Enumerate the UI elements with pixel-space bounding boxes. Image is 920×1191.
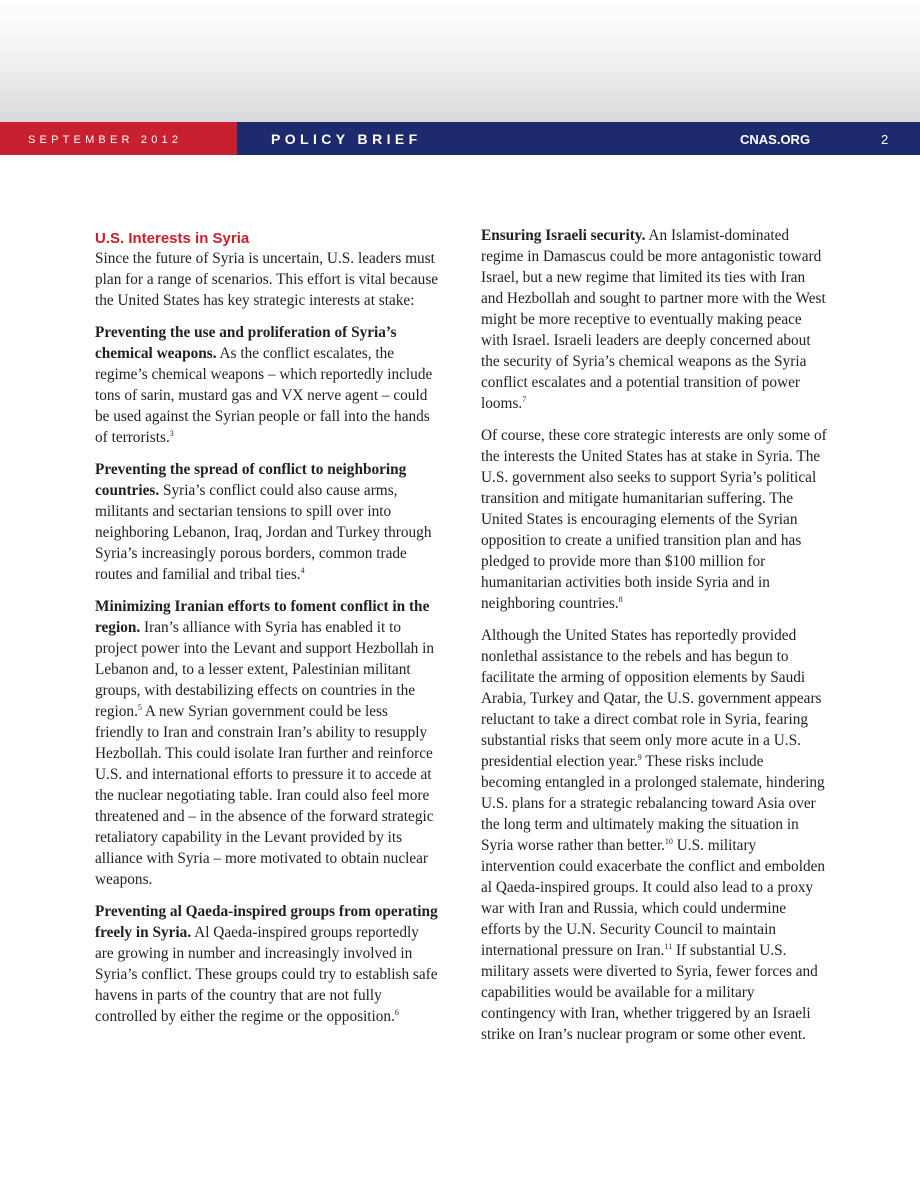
footnote-ref: 6 xyxy=(394,1007,399,1017)
interest-body-continued: A new Syrian government could be less friendly to Iran and constrain Iran’s ability to resupply Hezbollah. This could isolate Iran further and reinforce U.S. and international efforts to pressure it to accede at the nuclear negotiating table. Iran could also feel more threatened and – in the absence of the forward strategic retaliatory capability in the Levant provided by its alliance with Syria – more motivated to obtain nuclear weapons. xyxy=(95,703,434,888)
other-interests-paragraph xyxy=(481,425,827,614)
intro-paragraph xyxy=(95,248,440,311)
footnote-ref: 11 xyxy=(664,941,673,951)
interest-lead: Preventing the use and proliferation of Syria’s chemical weapons. xyxy=(95,324,397,362)
footnote-ref: 9 xyxy=(637,752,642,762)
banner-red-band xyxy=(0,122,237,155)
interest-paragraph-spillover xyxy=(95,459,440,585)
footnote-ref: 5 xyxy=(137,702,142,712)
footnote-ref: 7 xyxy=(522,394,527,404)
interest-body: As the conflict escalates, the regime’s chemical weapons – which reportedly include tons of sarin, mustard gas and VX nerve agent – could be used against the Syrian people or fall into the hands of terrorists. xyxy=(95,345,433,446)
publication-type: POLICY BRIEF xyxy=(271,131,422,147)
interest-paragraph-alqaeda xyxy=(95,901,440,1027)
interest-body: Al Qaeda-inspired groups reportedly are growing in number and increasingly involved in Syria’s conflict. These groups could try to establish safe havens in parts of the country that are not fully controlled by either the regime or the opposition. xyxy=(95,924,438,1025)
header-background xyxy=(0,0,920,122)
interest-body: An Islamist-dominated regime in Damascus could be more antagonistic toward Israel, but a new regime that limited its ties with Iran and Hezbollah and sought to partner more with the West might be more receptive to eventually making peace with Israel. Israeli leaders are deeply concerned about the security of Syria’s chemical weapons as the Syria conflict escalates and a potential transition of power looms. xyxy=(481,227,826,412)
footnote-ref: 3 xyxy=(169,428,174,438)
paragraph-text: These risks include becoming entangled in a prolonged stalemate, hindering U.S. plans for a strategic rebalancing toward Asia over the long term and ultimately making the situation in Syria worse rather than better. xyxy=(481,753,825,854)
interest-paragraph-chemical xyxy=(95,322,440,448)
header-banner xyxy=(0,122,920,155)
paragraph-text: If substantial U.S. military assets were diverted to Syria, fewer forces and capabilities would be available for a military contingency with Iran, whether triggered by an Israeli strike on Iran’s nuclear program or some other event. xyxy=(481,942,818,1043)
footnote-ref: 4 xyxy=(300,565,305,575)
interest-lead: Ensuring Israeli security. xyxy=(481,227,646,244)
publication-date: SEPTEMBER 2012 xyxy=(28,134,183,146)
interest-body: Syria’s conflict could also cause arms, militants and sectarian tensions to spill over into neighboring Lebanon, Iraq, Jordan and Turkey through Syria’s increasingly porous borders, common trade routes and familial and tribal ties. xyxy=(95,482,432,583)
interest-paragraph-israel xyxy=(481,225,827,414)
banner-navy-band xyxy=(237,122,920,155)
us-role-paragraph xyxy=(481,625,827,1045)
interest-paragraph-iran xyxy=(95,596,440,890)
left-column xyxy=(95,225,440,1038)
footnote-ref: 10 xyxy=(664,836,673,846)
page-number: 2 xyxy=(881,132,889,147)
interest-lead: Minimizing Iranian efforts to foment conflict in the region. xyxy=(95,598,430,636)
interest-lead: Preventing the spread of conflict to neighboring countries. xyxy=(95,461,407,499)
right-column xyxy=(481,225,827,1056)
paragraph-text: Of course, these core strategic interests are only some of the interests the United States has at stake in Syria. The U.S. government also seeks to support Syria’s political transition and mitigate humanitarian suffering. The United States is encouraging elements of the Syrian opposition to create a unified transition plan and has pledged to provide more than $100 million for humanitarian activities both inside Syria and in neighboring countries. xyxy=(481,427,827,612)
paragraph-text: U.S. military intervention could exacerbate the conflict and embolden al Qaeda-inspired groups. It could also lead to a proxy war with Iran and Russia, which could undermine efforts by the U.N. Security Council to maintain international pressure on Iran. xyxy=(481,837,826,959)
footnote-ref: 8 xyxy=(618,594,623,604)
paragraph-text: Although the United States has reportedly provided nonlethal assistance to the rebels and has begun to facilitate the arming of opposition elements by Saudi Arabia, Turkey and Qatar, the U.S. government appears reluctant to take a direct combat role in Syria, fearing substantial risks that seem only more acute in a U.S. presidential election year. xyxy=(481,627,822,770)
interest-body: Iran’s alliance with Syria has enabled it to project power into the Levant and support Hezbollah in Lebanon and, to a lesser extent, Palestinian militant groups, with destabilizing effects on countries in the region. xyxy=(95,619,434,720)
intro-text: Since the future of Syria is uncertain, U.S. leaders must plan for a range of scenarios. This effort is vital because the United States has key strategic interests at stake: xyxy=(95,250,439,309)
interest-lead: Preventing al Qaeda-inspired groups from operating freely in Syria. xyxy=(95,903,438,941)
section-heading: U.S. Interests in Syria xyxy=(95,230,250,247)
website-label: CNAS.ORG xyxy=(740,132,811,147)
